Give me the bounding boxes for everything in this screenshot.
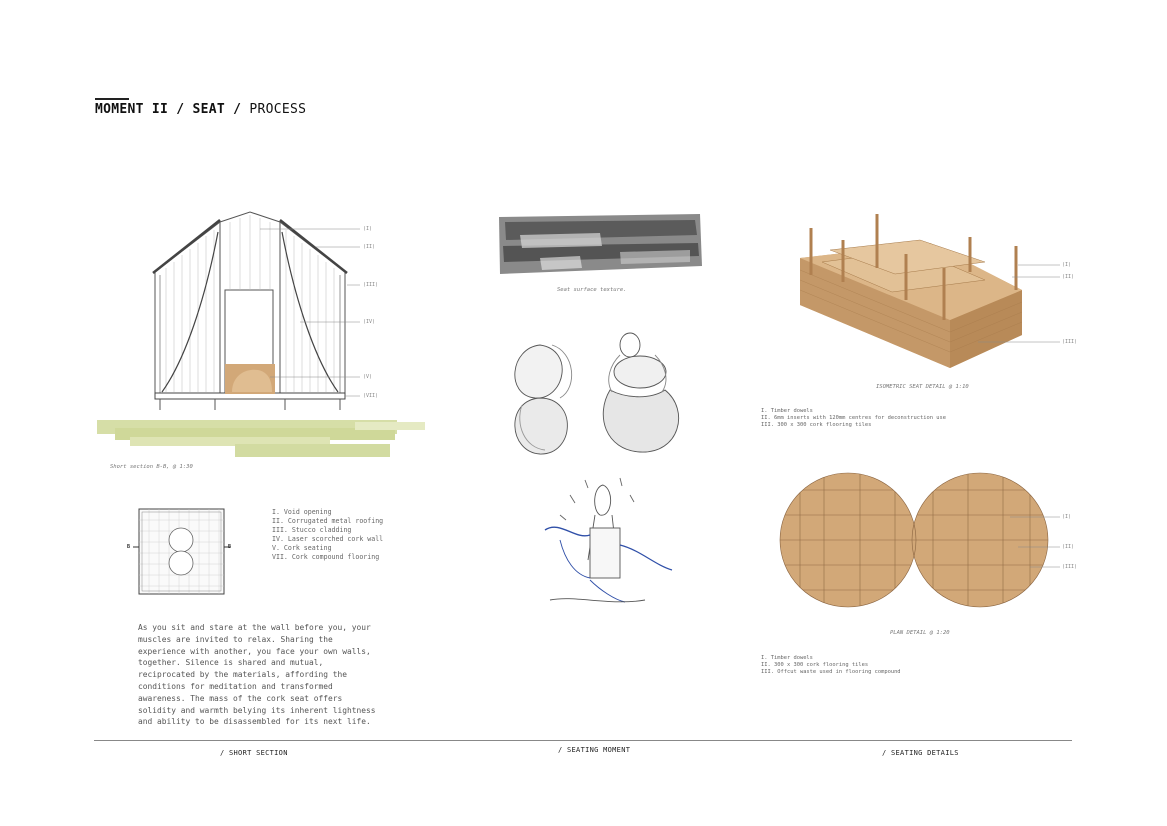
plan-cut-mark-left: B <box>127 544 131 550</box>
plan-cut-mark-right: B <box>228 544 232 550</box>
section-callout-3: (III) <box>363 282 379 288</box>
plan-legend <box>761 655 901 677</box>
page-title-light: PROCESS <box>249 102 307 117</box>
texture-caption: Seat surface texture. <box>557 287 627 293</box>
plan-callout-2: (II) <box>1062 544 1075 550</box>
title-accent-rule <box>95 98 129 100</box>
section-callout-1: (I) <box>363 226 373 232</box>
iso-legend-item: III. 300 x 300 cork flooring tiles <box>761 422 872 429</box>
section-legend-item: V. Cork seating <box>272 543 332 552</box>
section-callout-7: (VII) <box>363 393 379 399</box>
iso-legend-item: II. 6mm inserts with 120mm centres for deconstruction use <box>761 415 946 422</box>
seat-texture-swatch <box>499 214 702 274</box>
plan-callout-1: (I) <box>1062 514 1072 520</box>
plan-callout-3: (III) <box>1062 564 1078 570</box>
section-legend-item: I. Void opening <box>272 508 332 516</box>
short-section-caption: Short section B-B, @ 1:30 <box>110 464 193 470</box>
iso-legend <box>761 408 946 430</box>
section-callout-5: (V) <box>363 374 373 380</box>
footer-label-seating-details: / SEATING DETAILS <box>882 749 959 757</box>
iso-callout-1: (I) <box>1062 262 1072 268</box>
section-legend-item: IV. Laser scorched cork wall <box>272 534 384 543</box>
section-leaders <box>260 229 360 396</box>
section-legend-item: VII. Cork compound flooring <box>272 552 380 561</box>
plan-legend-item: I. Timber dowels <box>761 655 813 661</box>
narrative-paragraph: As you sit and stare at the wall before you, your muscles are invited to relax. Sharing the experience with another, you face your own walls, together. Silence is shared and mutual, reciprocated by the materials, affording the conditions for meditation and transformed awareness. The mass of the cork seat offers solidity and warmth belying its inherent lightness and ability to be disassembled for its next life. <box>138 623 376 727</box>
cabin-section <box>153 212 347 410</box>
section-legend-item: III. Stucco cladding <box>272 525 352 534</box>
section-callout-2: (II) <box>363 244 376 250</box>
iso-callout-3: (III) <box>1062 339 1078 345</box>
seated-figure-sketch <box>545 478 672 602</box>
plan-legend-item: III. Offcut waste used in flooring compound <box>761 669 901 676</box>
section-legend-item: II. Corrugated metal roofing <box>272 516 384 525</box>
footer-rule <box>94 740 1072 741</box>
ground-wash <box>97 420 425 457</box>
iso-callout-2: (II) <box>1062 274 1075 280</box>
seat-sketch-perspective <box>603 333 678 452</box>
iso-caption: ISOMETRIC SEAT DETAIL @ 1:10 <box>876 384 969 390</box>
cork-seat <box>225 364 275 394</box>
page-title-bold: MOMENT II / SEAT / <box>95 102 242 117</box>
plan-caption: PLAN DETAIL @ 1:20 <box>890 630 950 636</box>
plan-legend-item: II. 300 x 300 cork flooring tiles <box>761 662 869 669</box>
footer-label-seating-moment: / SEATING MOMENT <box>558 746 631 754</box>
section-legend <box>272 508 383 561</box>
footer-label-short-section: / SHORT SECTION <box>220 749 288 757</box>
iso-legend-item: I. Timber dowels <box>761 408 813 414</box>
seat-sketch-front <box>515 345 572 454</box>
page-title <box>95 102 306 117</box>
section-callout-4: (IV) <box>363 319 376 325</box>
